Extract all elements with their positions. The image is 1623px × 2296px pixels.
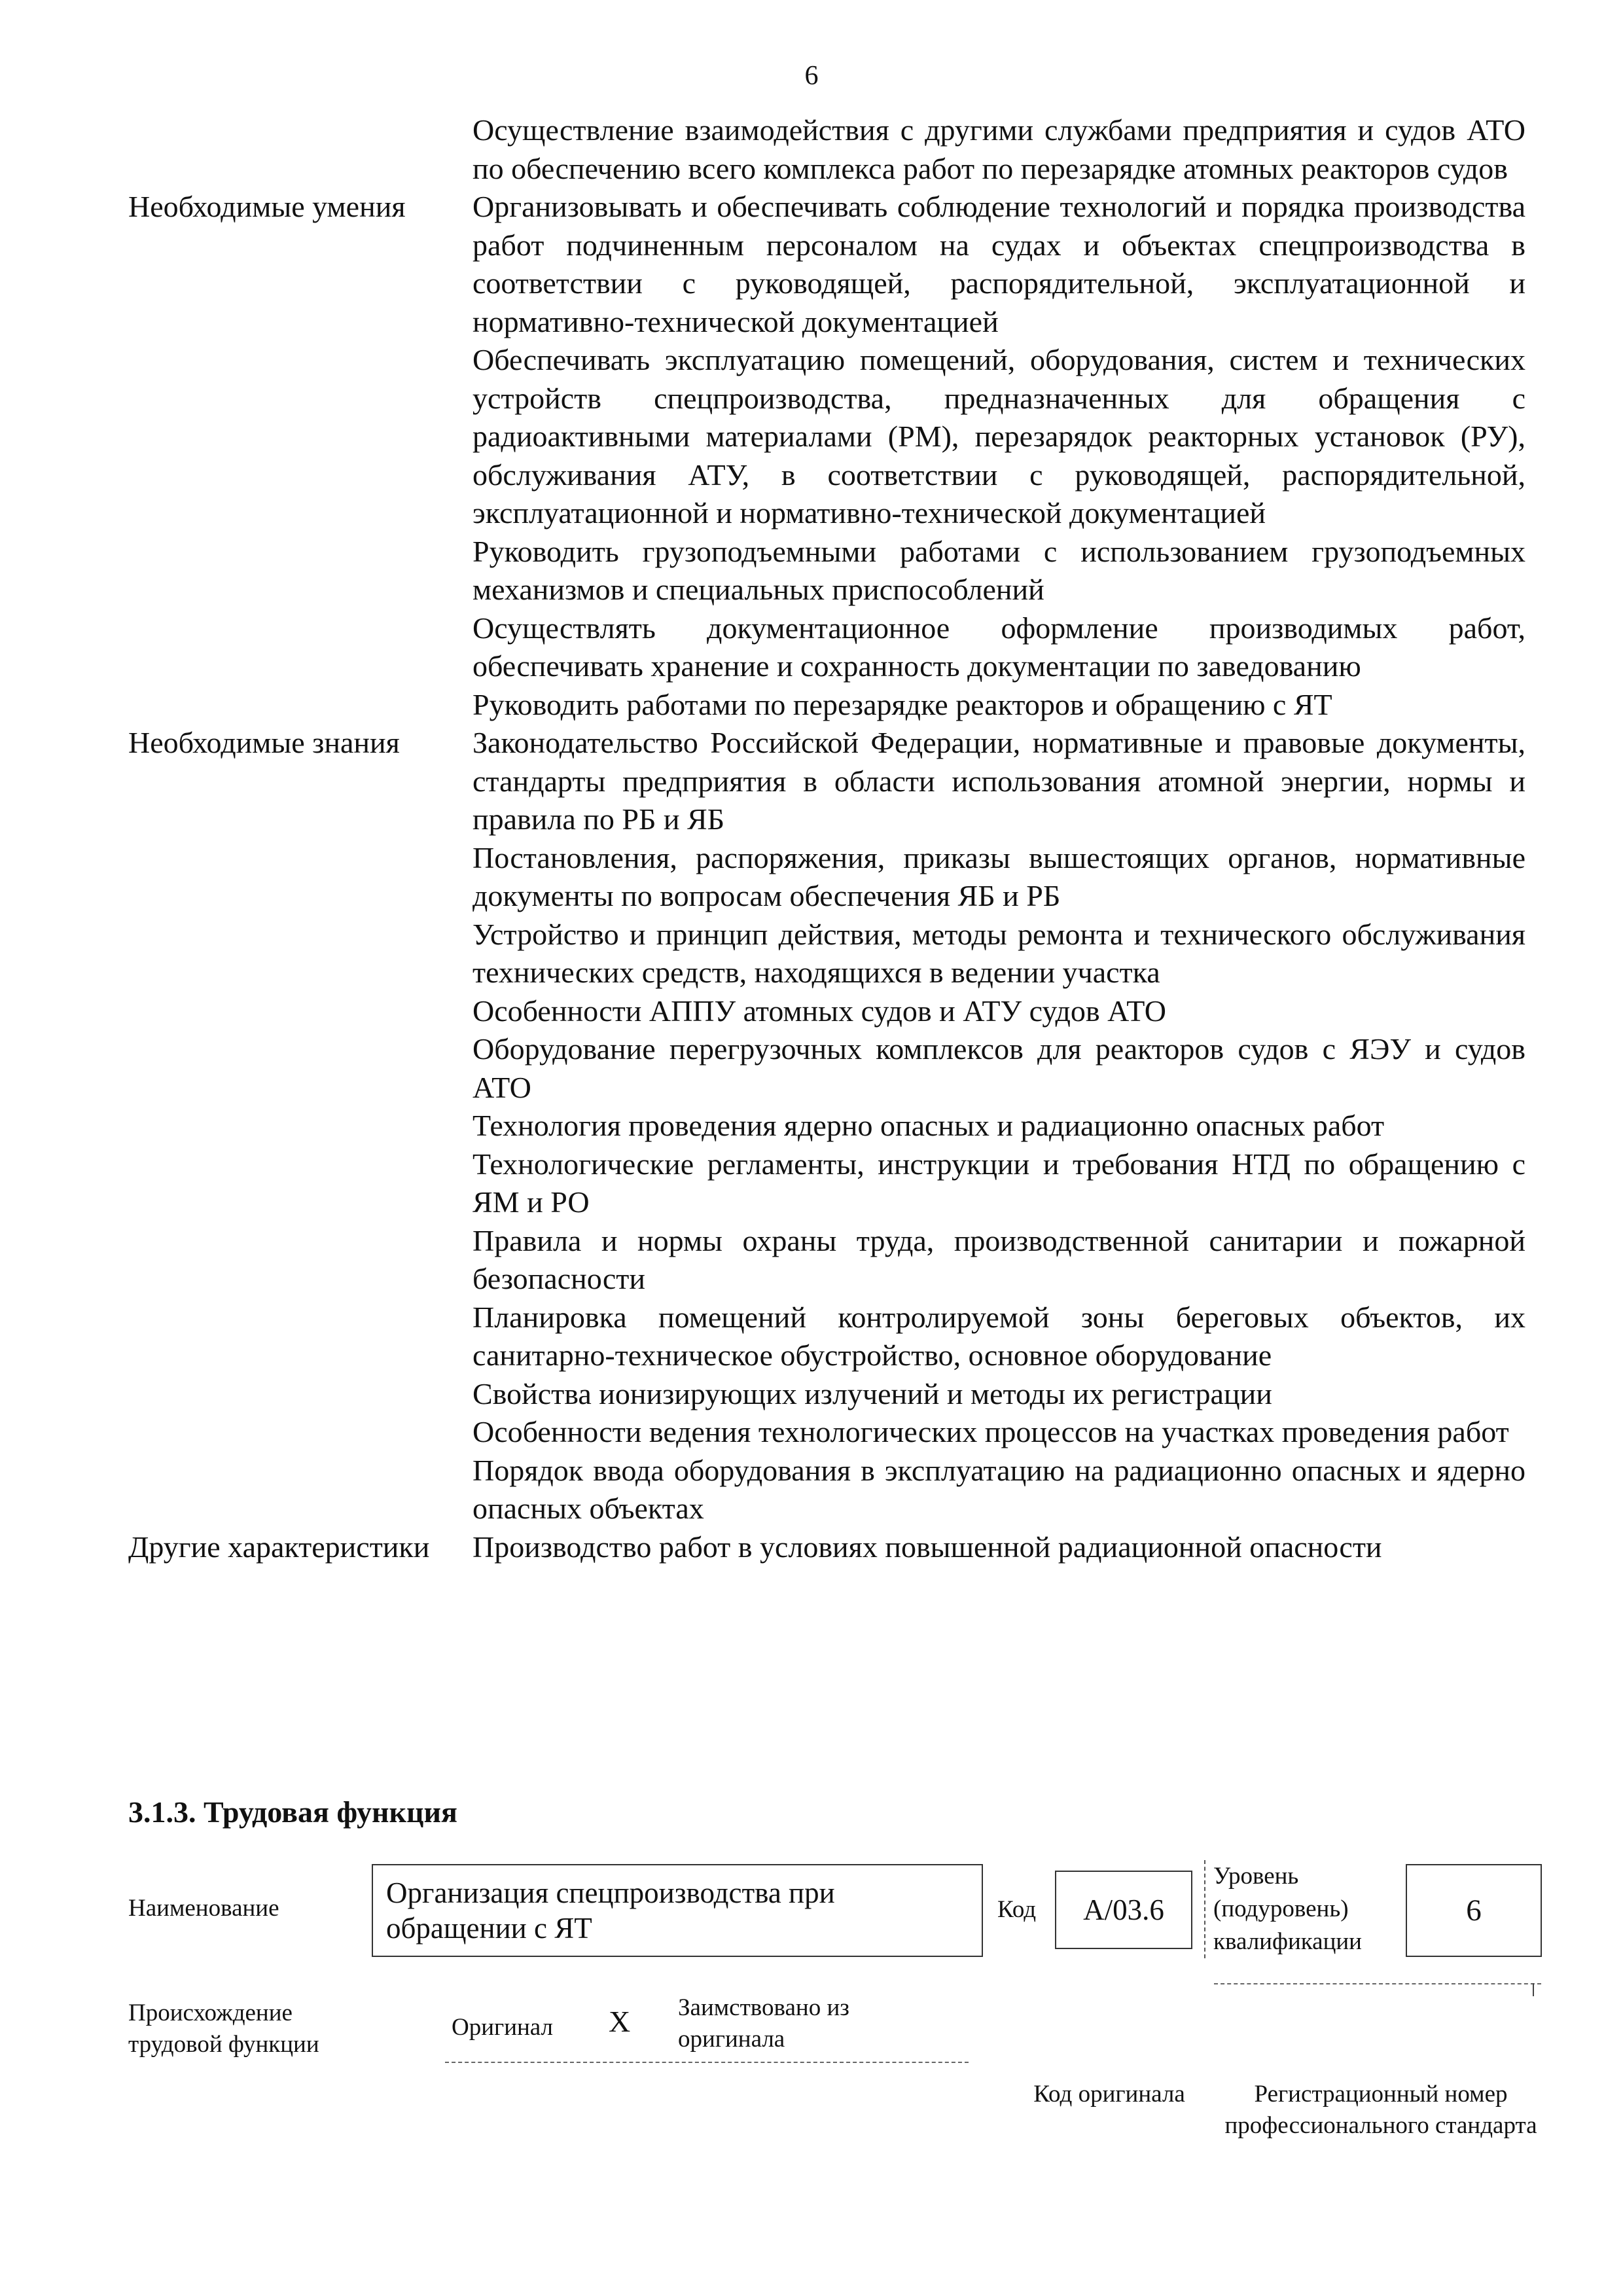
list-item: Производство работ в условиях повышенной радиационной опасности <box>473 1530 1382 1564</box>
list-item: Осуществлять документационное оформление производимых работ, обеспечивать хранение и сохранность документации по заведованию <box>473 611 1525 683</box>
requirements-section-other <box>128 1528 1525 1567</box>
list-item: Свойства ионизирующих излучений и методы их регистрации <box>473 1376 1272 1410</box>
origin-top-rule <box>1214 1983 1541 1984</box>
section-label-other: Другие характеристики <box>128 1530 430 1564</box>
list-item: Организовывать и обеспечивать соблюдение технологий и порядка производства работ подчиненным персоналом на судах и объектах спецпроизводства в соответствии с руководящей, распорядительной, эксплуатационной и нормативно-технической документацией <box>473 190 1525 338</box>
level-value: 6 <box>1466 1893 1482 1928</box>
list-item: Осуществление взаимодействия с другими службами предприятия и судов АТО по обеспечению всего комплекса работ по перезарядке атомных реакторов судов <box>473 113 1525 185</box>
original-code-label: Код оригинала <box>1033 2081 1185 2108</box>
list-item: Особенности ведения технологических процессов на участках проведения работ <box>473 1415 1509 1448</box>
list-item: Руководить работами по перезарядке реакторов и обращению с ЯТ <box>473 687 1332 721</box>
list-item: Постановления, распоряжения, приказы вышестоящих органов, нормативные документы по вопросам обеспечения ЯБ и РБ <box>473 840 1525 912</box>
list-item: Руководить грузоподъемными работами с использованием грузоподъемных механизмов и специальных приспособлений <box>473 534 1525 606</box>
requirements-section-skills <box>128 188 1525 724</box>
list-item: Порядок ввода оборудования в эксплуатацию на радиационно опасных и ядерно опасных объектах <box>473 1453 1525 1525</box>
origin-row-divider <box>445 2062 969 2063</box>
function-name-field <box>372 1864 983 1957</box>
requirements-table <box>128 111 1525 1566</box>
list-item: Устройство и принцип действия, методы ремонта и технического обслуживания технических средств, находящихся в ведении участка <box>473 917 1525 989</box>
requirements-section-knowledge <box>128 724 1525 1528</box>
level-field <box>1406 1864 1542 1957</box>
borrowed-label: Заимствовано из оригинала <box>678 1994 849 2053</box>
function-code-value: А/03.6 <box>1083 1893 1164 1926</box>
original-label: Оригинал <box>452 2014 554 2041</box>
function-code-field <box>1055 1871 1192 1949</box>
list-item: Обеспечивать эксплуатацию помещений, оборудования, систем и технических устройств спецпроизводства, предназначенных для обращения с радиоактивными материалами (РМ), перезарядок реакторных установок (РУ), обслуживания АТУ, в соответствии с руководящей, распорядительной, эксплуатационной и нормативно-технической документацией <box>473 343 1525 529</box>
original-mark: X <box>609 2005 631 2038</box>
list-item: Правила и нормы охраны труда, производственной санитарии и пожарной безопасности <box>473 1223 1525 1295</box>
list-item: Технологические регламенты, инструкции и требования НТД по обращению с ЯМ и РО <box>473 1147 1525 1219</box>
origin-corner-tick <box>1533 1983 1534 1996</box>
section-label <box>128 111 473 188</box>
origin-label: Происхождение трудовой функции <box>128 2000 319 2058</box>
section-label-skills: Необходимые умения <box>128 190 406 223</box>
list-item: Законодательство Российской Федерации, нормативные и правовые документы, стандарты предприятия в области использования атомной энергии, нормы и правила по РБ и ЯБ <box>473 726 1525 836</box>
list-item: Особенности АППУ атомных судов и АТУ судов АТО <box>473 994 1166 1028</box>
section-heading: 3.1.3. Трудовая функция <box>128 1795 457 1829</box>
page-number: 6 <box>804 61 819 91</box>
section-label-knowledge: Необходимые знания <box>128 726 400 759</box>
list-item: Оборудование перегрузочных комплексов для реакторов судов с ЯЭУ и судов АТО <box>473 1032 1525 1104</box>
level-label: Уровень (подуровень) квалификации <box>1204 1860 1397 1958</box>
code-label: Код <box>997 1896 1037 1923</box>
list-item: Планировка помещений контролируемой зоны береговых объектов, их санитарно-техническое обустройство, основное оборудование <box>473 1300 1525 1372</box>
name-label: Наименование <box>128 1895 279 1922</box>
registration-number-label: Регистрационный номер профессионального стандарта <box>1224 2081 1537 2139</box>
list-item: Технология проведения ядерно опасных и радиационно опасных работ <box>473 1109 1385 1142</box>
requirements-section <box>128 111 1525 188</box>
function-name-value: Организация спецпроизводства при обращении с ЯТ <box>386 1876 835 1945</box>
